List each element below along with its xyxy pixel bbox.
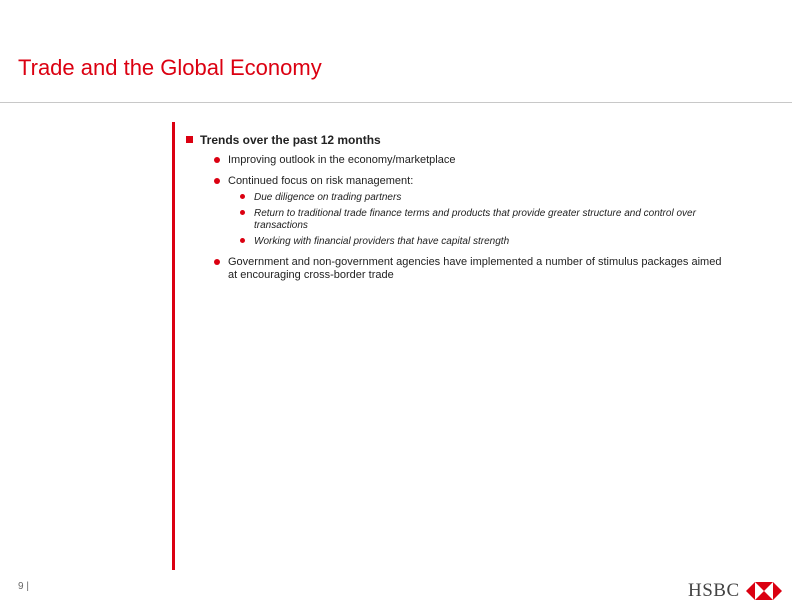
bullet-text: Continued focus on risk management: xyxy=(228,175,414,187)
bullet-icon xyxy=(214,178,220,184)
bullet-icon xyxy=(240,238,245,243)
title-divider xyxy=(0,102,792,103)
bullet-item xyxy=(214,175,746,188)
bullet-item xyxy=(214,256,728,282)
sub-bullet-item xyxy=(240,208,734,232)
bullet-icon xyxy=(240,210,245,215)
page-number: 9 | xyxy=(18,581,29,592)
heading-item xyxy=(186,132,746,148)
bullet-item xyxy=(214,154,746,167)
bullet-icon xyxy=(214,259,220,265)
hexagon-logo-icon xyxy=(746,582,782,600)
bullet-text: Government and non-government agencies have implemented a number of stimulus packages aimed at encouraging cross-border trade xyxy=(228,256,722,281)
bullet-icon xyxy=(240,194,245,199)
hsbc-logo xyxy=(688,578,782,604)
slide-title: Trade and the Global Economy xyxy=(18,55,322,80)
square-bullet-icon xyxy=(186,136,193,143)
sub-bullet-text: Return to traditional trade finance terms and products that provide greater structure and control over transactions xyxy=(254,208,696,231)
logo-text: HSBC xyxy=(688,580,740,601)
bullet-icon xyxy=(214,157,220,163)
bullet-text: Improving outlook in the economy/marketplace xyxy=(228,154,456,166)
sub-bullet-item xyxy=(240,236,734,248)
accent-vertical-line xyxy=(172,122,175,570)
sub-bullet-text: Working with financial providers that have capital strength xyxy=(254,236,510,247)
heading-text: Trends over the past 12 months xyxy=(200,133,381,147)
sub-bullet-item xyxy=(240,192,734,204)
slide-content xyxy=(186,132,746,282)
sub-bullet-text: Due diligence on trading partners xyxy=(254,192,402,203)
